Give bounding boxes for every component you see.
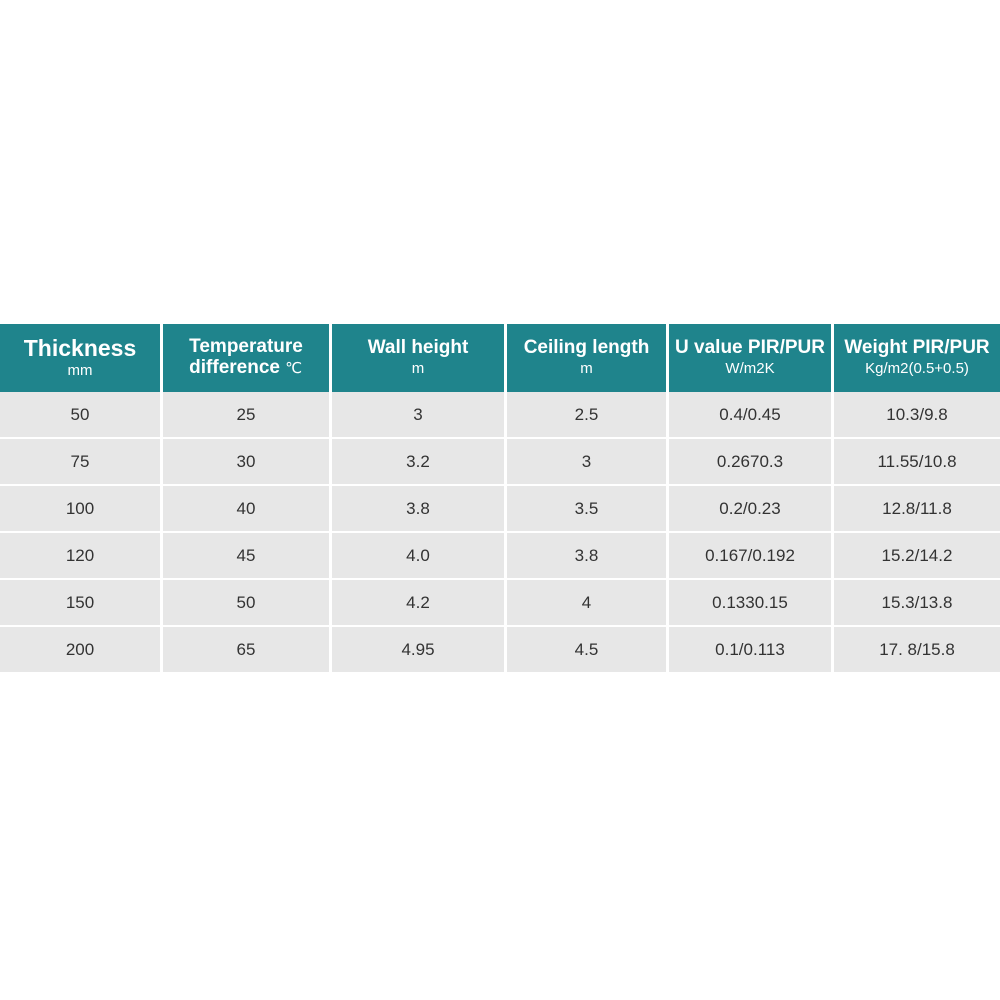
header-thickness-title: Thickness — [23, 335, 137, 362]
table-row — [0, 580, 1000, 627]
header-row — [0, 324, 1000, 392]
table-row — [0, 533, 1000, 580]
cell-ceiling-length: 3.5 — [507, 486, 669, 533]
cell-temperature-difference: 45 — [163, 533, 332, 580]
cell-u-value: 0.4/0.45 — [669, 392, 834, 439]
header-wall-height-unit: m — [411, 360, 425, 378]
cell-weight: 15.3/13.8 — [834, 580, 1000, 627]
cell-temperature-difference: 50 — [163, 580, 332, 627]
cell-thickness: 75 — [0, 439, 163, 486]
table-body — [0, 392, 1000, 674]
cell-wall-height: 3.2 — [332, 439, 507, 486]
cell-u-value: 0.2670.3 — [669, 439, 834, 486]
cell-wall-height: 3 — [332, 392, 507, 439]
header-temperature-difference — [163, 324, 332, 392]
header-thickness-unit: mm — [67, 362, 93, 380]
cell-thickness: 100 — [0, 486, 163, 533]
header-thickness — [0, 324, 163, 392]
cell-wall-height: 4.0 — [332, 533, 507, 580]
cell-temperature-difference: 40 — [163, 486, 332, 533]
table-header — [0, 324, 1000, 392]
cell-thickness: 50 — [0, 392, 163, 439]
table-row — [0, 627, 1000, 674]
header-temperature-line2-wrap — [189, 358, 303, 379]
header-weight-title: Weight PIR/PUR — [844, 337, 990, 359]
cell-weight: 12.8/11.8 — [834, 486, 1000, 533]
cell-thickness: 200 — [0, 627, 163, 674]
cell-weight: 17. 8/15.8 — [834, 627, 1000, 674]
cell-thickness: 150 — [0, 580, 163, 627]
table-row — [0, 439, 1000, 486]
header-temperature-unit: ℃ — [285, 360, 303, 377]
cell-ceiling-length: 2.5 — [507, 392, 669, 439]
header-ceiling-length-unit: m — [580, 360, 593, 378]
table-row — [0, 392, 1000, 439]
header-u-value-title: U value PIR/PUR — [675, 337, 825, 359]
cell-thickness: 120 — [0, 533, 163, 580]
header-wall-height — [332, 324, 507, 392]
table-row — [0, 486, 1000, 533]
spec-table — [0, 324, 1000, 674]
header-weight-unit: Kg/m2(0.5+0.5) — [865, 360, 969, 378]
cell-ceiling-length: 4 — [507, 580, 669, 627]
cell-weight: 10.3/9.8 — [834, 392, 1000, 439]
header-wall-height-title: Wall height — [367, 337, 469, 359]
cell-ceiling-length: 3.8 — [507, 533, 669, 580]
header-weight — [834, 324, 1000, 392]
header-u-value — [669, 324, 834, 392]
cell-u-value: 0.1330.15 — [669, 580, 834, 627]
header-temperature-line1: Temperature — [189, 336, 303, 358]
cell-temperature-difference: 30 — [163, 439, 332, 486]
cell-weight: 15.2/14.2 — [834, 533, 1000, 580]
header-ceiling-length — [507, 324, 669, 392]
header-ceiling-length-title: Ceiling length — [523, 337, 650, 359]
cell-temperature-difference: 65 — [163, 627, 332, 674]
cell-wall-height: 4.95 — [332, 627, 507, 674]
cell-wall-height: 4.2 — [332, 580, 507, 627]
cell-u-value: 0.167/0.192 — [669, 533, 834, 580]
cell-ceiling-length: 4.5 — [507, 627, 669, 674]
header-u-value-unit: W/m2K — [725, 360, 775, 378]
cell-temperature-difference: 25 — [163, 392, 332, 439]
cell-u-value: 0.2/0.23 — [669, 486, 834, 533]
header-temperature-wrap — [189, 337, 303, 379]
header-temperature-line2: difference — [189, 357, 280, 378]
cell-wall-height: 3.8 — [332, 486, 507, 533]
cell-u-value: 0.1/0.113 — [669, 627, 834, 674]
cell-weight: 11.55/10.8 — [834, 439, 1000, 486]
cell-ceiling-length: 3 — [507, 439, 669, 486]
